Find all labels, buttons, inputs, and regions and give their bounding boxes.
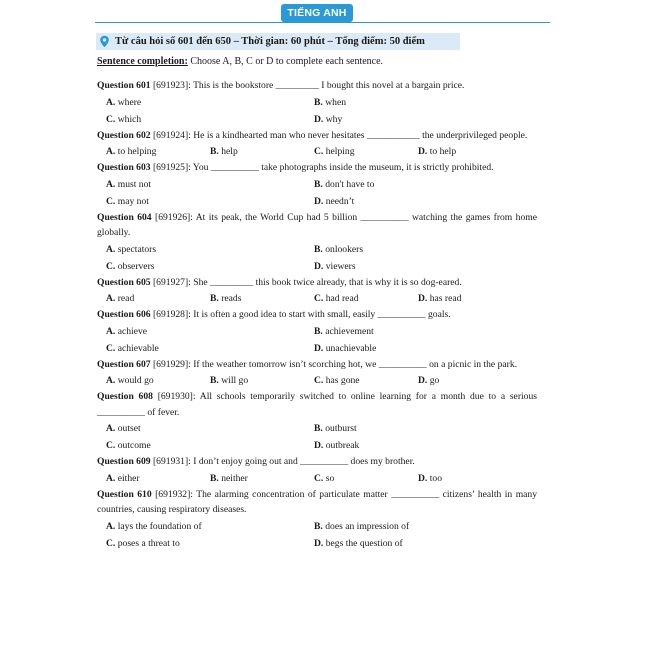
option-text: does an impression of	[325, 520, 410, 532]
option-letter: A.	[106, 146, 116, 157]
answer-option[interactable]	[106, 94, 314, 111]
option-text: so	[325, 472, 335, 484]
option-letter: A.	[106, 243, 116, 255]
option-letter: D.	[314, 113, 324, 125]
option-letter: B.	[314, 423, 323, 434]
answer-option[interactable]	[314, 535, 522, 552]
option-letter: C.	[106, 113, 116, 125]
answer-option[interactable]	[418, 470, 522, 487]
question-stem	[97, 487, 537, 518]
question-item	[97, 275, 537, 308]
option-text: to help	[429, 146, 457, 157]
option-text: outbreak	[325, 440, 360, 451]
question-number: Question 610	[97, 488, 152, 500]
question-stem	[97, 307, 537, 323]
option-text: which	[117, 113, 142, 125]
question-text: At its peak, the World Cup had 5 billion __________ watching the games from home globally.	[97, 211, 537, 238]
question-text: It is often a good idea to start with small, easily __________ goals.	[193, 309, 451, 320]
option-text: helping	[325, 146, 355, 157]
answer-option[interactable]	[418, 143, 522, 160]
option-text: go	[429, 375, 440, 386]
option-text: help	[221, 146, 238, 157]
question-number: Question 607	[97, 358, 151, 370]
option-text: outcome	[117, 440, 151, 451]
answer-option[interactable]	[314, 420, 522, 437]
option-letter: A.	[106, 96, 116, 108]
answer-option[interactable]	[314, 193, 522, 210]
question-text: This is the bookstore _________ I bought this novel at a bargain price.	[193, 80, 465, 91]
option-letter: D.	[418, 146, 428, 157]
answer-option[interactable]	[106, 176, 314, 193]
option-text: onlookers	[325, 243, 364, 255]
answer-options	[97, 323, 537, 357]
question-stem	[97, 128, 537, 144]
question-text: She _________ this book twice already, that is why it is so dog-eared.	[193, 276, 462, 288]
question-id: [691931]:	[152, 456, 191, 467]
location-pin-icon	[98, 35, 111, 48]
answer-option[interactable]	[106, 470, 210, 487]
question-id: [691924]:	[152, 129, 191, 141]
answer-option[interactable]	[106, 290, 210, 307]
answer-option[interactable]	[314, 258, 522, 275]
option-letter: C.	[314, 472, 324, 484]
answer-option[interactable]	[210, 372, 314, 389]
option-text: would go	[117, 375, 154, 386]
option-text: too	[429, 472, 442, 484]
option-letter: A.	[106, 520, 116, 532]
question-number: Question 603	[97, 162, 151, 173]
option-letter: D.	[418, 375, 428, 386]
answer-option[interactable]	[106, 193, 314, 210]
answer-option[interactable]	[314, 176, 522, 193]
option-letter: A.	[106, 178, 116, 190]
answer-option[interactable]	[106, 437, 314, 454]
answer-option[interactable]	[314, 518, 522, 535]
option-text: begs the question of	[325, 537, 403, 549]
question-number: Question 604	[97, 211, 152, 223]
option-text: to helping	[117, 146, 157, 157]
option-text: reads	[221, 293, 242, 304]
option-letter: B.	[210, 146, 219, 157]
question-item	[97, 210, 537, 275]
answer-option[interactable]	[106, 258, 314, 275]
question-item	[97, 454, 537, 487]
option-letter: D.	[314, 342, 324, 354]
option-text: achievement	[325, 325, 374, 337]
question-id: [691930]:	[157, 391, 196, 402]
question-item	[97, 389, 537, 454]
answer-option[interactable]	[314, 372, 418, 389]
option-text: must not	[117, 178, 152, 190]
instruction-text: Choose A, B, C or D to complete each sentence.	[187, 56, 384, 67]
option-letter: A.	[106, 375, 116, 386]
option-letter: C.	[106, 195, 116, 207]
header-divider	[95, 22, 550, 23]
option-letter: B.	[314, 520, 323, 532]
instruction-line	[97, 56, 383, 67]
option-text: poses a threat to	[117, 537, 180, 549]
question-number: Question 602	[97, 129, 151, 141]
option-letter: A.	[106, 423, 116, 434]
question-id: [691926]:	[155, 211, 193, 223]
option-text: outset	[117, 423, 141, 434]
question-item	[97, 357, 537, 390]
answer-option[interactable]	[106, 518, 314, 535]
answer-options	[97, 470, 537, 487]
option-text: why	[325, 113, 343, 125]
option-text: either	[117, 472, 140, 484]
question-text: The alarming concentration of particulate matter __________ citizens’ health in many countries, causing respiratory diseases.	[97, 488, 538, 515]
question-stem	[97, 160, 537, 176]
question-item	[97, 128, 537, 161]
answer-option[interactable]	[314, 340, 522, 357]
option-letter: B.	[210, 472, 219, 484]
question-text: I don’t enjoy going out and __________ does my brother.	[193, 456, 415, 467]
question-id: [691928]:	[152, 309, 191, 320]
option-letter: D.	[314, 195, 324, 207]
option-letter: D.	[314, 537, 324, 549]
answer-option[interactable]	[314, 111, 522, 128]
question-item	[97, 78, 537, 128]
question-stem	[97, 210, 537, 241]
option-text: had read	[325, 293, 359, 304]
subject-badge: TIẾNG ANH	[281, 4, 353, 22]
option-text: viewers	[325, 260, 356, 272]
answer-options	[97, 241, 537, 275]
answer-option[interactable]	[106, 143, 210, 160]
answer-options	[97, 290, 537, 307]
option-text: achieve	[117, 325, 148, 337]
answer-options	[97, 372, 537, 389]
question-text: If the weather tomorrow isn’t scorching hot, we __________ on a picnic in the park.	[193, 358, 518, 370]
question-stem	[97, 389, 537, 420]
option-letter: C.	[106, 440, 116, 451]
option-letter: C.	[106, 342, 116, 354]
option-letter: B.	[210, 375, 219, 386]
question-number: Question 601	[97, 80, 151, 91]
answer-option[interactable]	[106, 111, 314, 128]
question-number: Question 605	[97, 276, 151, 288]
question-number: Question 609	[97, 456, 151, 467]
answer-option[interactable]	[418, 372, 522, 389]
question-id: [691929]:	[152, 358, 191, 370]
question-item	[97, 160, 537, 210]
section-title: Từ câu hỏi số 601 đến 650 – Thời gian: 60 phút – Tổng điểm: 50 điểm	[115, 36, 425, 47]
option-letter: A.	[106, 472, 116, 484]
option-text: read	[117, 293, 135, 304]
answer-option[interactable]	[314, 323, 522, 340]
answer-option[interactable]	[106, 535, 314, 552]
answer-option[interactable]	[106, 420, 314, 437]
option-letter: B.	[314, 96, 323, 108]
option-text: may not	[117, 195, 149, 207]
answer-option[interactable]	[106, 372, 210, 389]
option-text: neither	[221, 472, 248, 484]
answer-option[interactable]	[106, 241, 314, 258]
answer-option[interactable]	[418, 290, 522, 307]
question-number: Question 606	[97, 309, 151, 320]
option-text: achievable	[117, 342, 159, 354]
question-number: Question 608	[97, 391, 153, 402]
answer-options	[97, 94, 537, 128]
option-letter: C.	[106, 260, 116, 272]
option-text: needn’t	[325, 195, 355, 207]
option-letter: C.	[314, 375, 324, 386]
question-item	[97, 307, 537, 357]
option-letter: B.	[314, 243, 323, 255]
answer-option[interactable]	[106, 323, 314, 340]
question-id: [691925]:	[152, 162, 191, 173]
option-text: will go	[221, 375, 249, 386]
option-letter: D.	[314, 440, 324, 451]
option-text: when	[325, 96, 346, 108]
option-letter: A.	[106, 293, 116, 304]
answer-option[interactable]	[314, 437, 522, 454]
answer-option[interactable]	[314, 241, 522, 258]
answer-option[interactable]	[210, 143, 314, 160]
option-text: observers	[117, 260, 155, 272]
question-text: All schools temporarily switched to online learning for a month due to a serious __________ of fever.	[97, 391, 538, 418]
answer-options	[97, 518, 537, 552]
question-list	[97, 78, 537, 552]
option-text: has gone	[325, 375, 360, 386]
option-letter: D.	[418, 472, 428, 484]
option-text: don't have to	[325, 178, 375, 190]
question-stem	[97, 454, 537, 470]
answer-option[interactable]	[106, 340, 314, 357]
option-letter: D.	[314, 260, 324, 272]
option-letter: B.	[210, 293, 219, 304]
answer-option[interactable]	[314, 290, 418, 307]
option-letter: C.	[314, 146, 324, 157]
question-text: You __________ take photographs inside the museum, it is strictly prohibited.	[192, 162, 494, 173]
question-id: [691927]:	[152, 276, 191, 288]
option-letter: B.	[314, 325, 323, 337]
option-text: spectators	[117, 243, 157, 255]
option-letter: C.	[106, 537, 116, 549]
answer-options	[97, 176, 537, 210]
question-id: [691932]:	[155, 488, 193, 500]
option-letter: D.	[418, 293, 428, 304]
answer-option[interactable]	[210, 290, 314, 307]
option-text: has read	[429, 293, 462, 304]
answer-options	[97, 143, 537, 160]
option-letter: C.	[314, 293, 324, 304]
question-stem	[97, 275, 537, 291]
answer-option[interactable]	[314, 470, 418, 487]
question-id: [691923]:	[152, 80, 191, 91]
question-stem	[97, 357, 537, 373]
option-letter: B.	[314, 178, 323, 190]
instruction-label: Sentence completion:	[97, 56, 188, 67]
option-text: lays the foundation of	[117, 520, 202, 532]
option-letter: A.	[106, 325, 116, 337]
answer-options	[97, 420, 537, 454]
question-stem	[97, 78, 537, 94]
option-text: where	[117, 96, 142, 108]
answer-option[interactable]	[314, 143, 418, 160]
question-text: He is a kindhearted man who never hesitates ___________ the underprivileged people.	[193, 129, 528, 141]
answer-option[interactable]	[210, 470, 314, 487]
question-item	[97, 487, 537, 552]
answer-option[interactable]	[314, 94, 522, 111]
option-text: unachievable	[325, 342, 377, 354]
option-text: outburst	[325, 423, 357, 434]
